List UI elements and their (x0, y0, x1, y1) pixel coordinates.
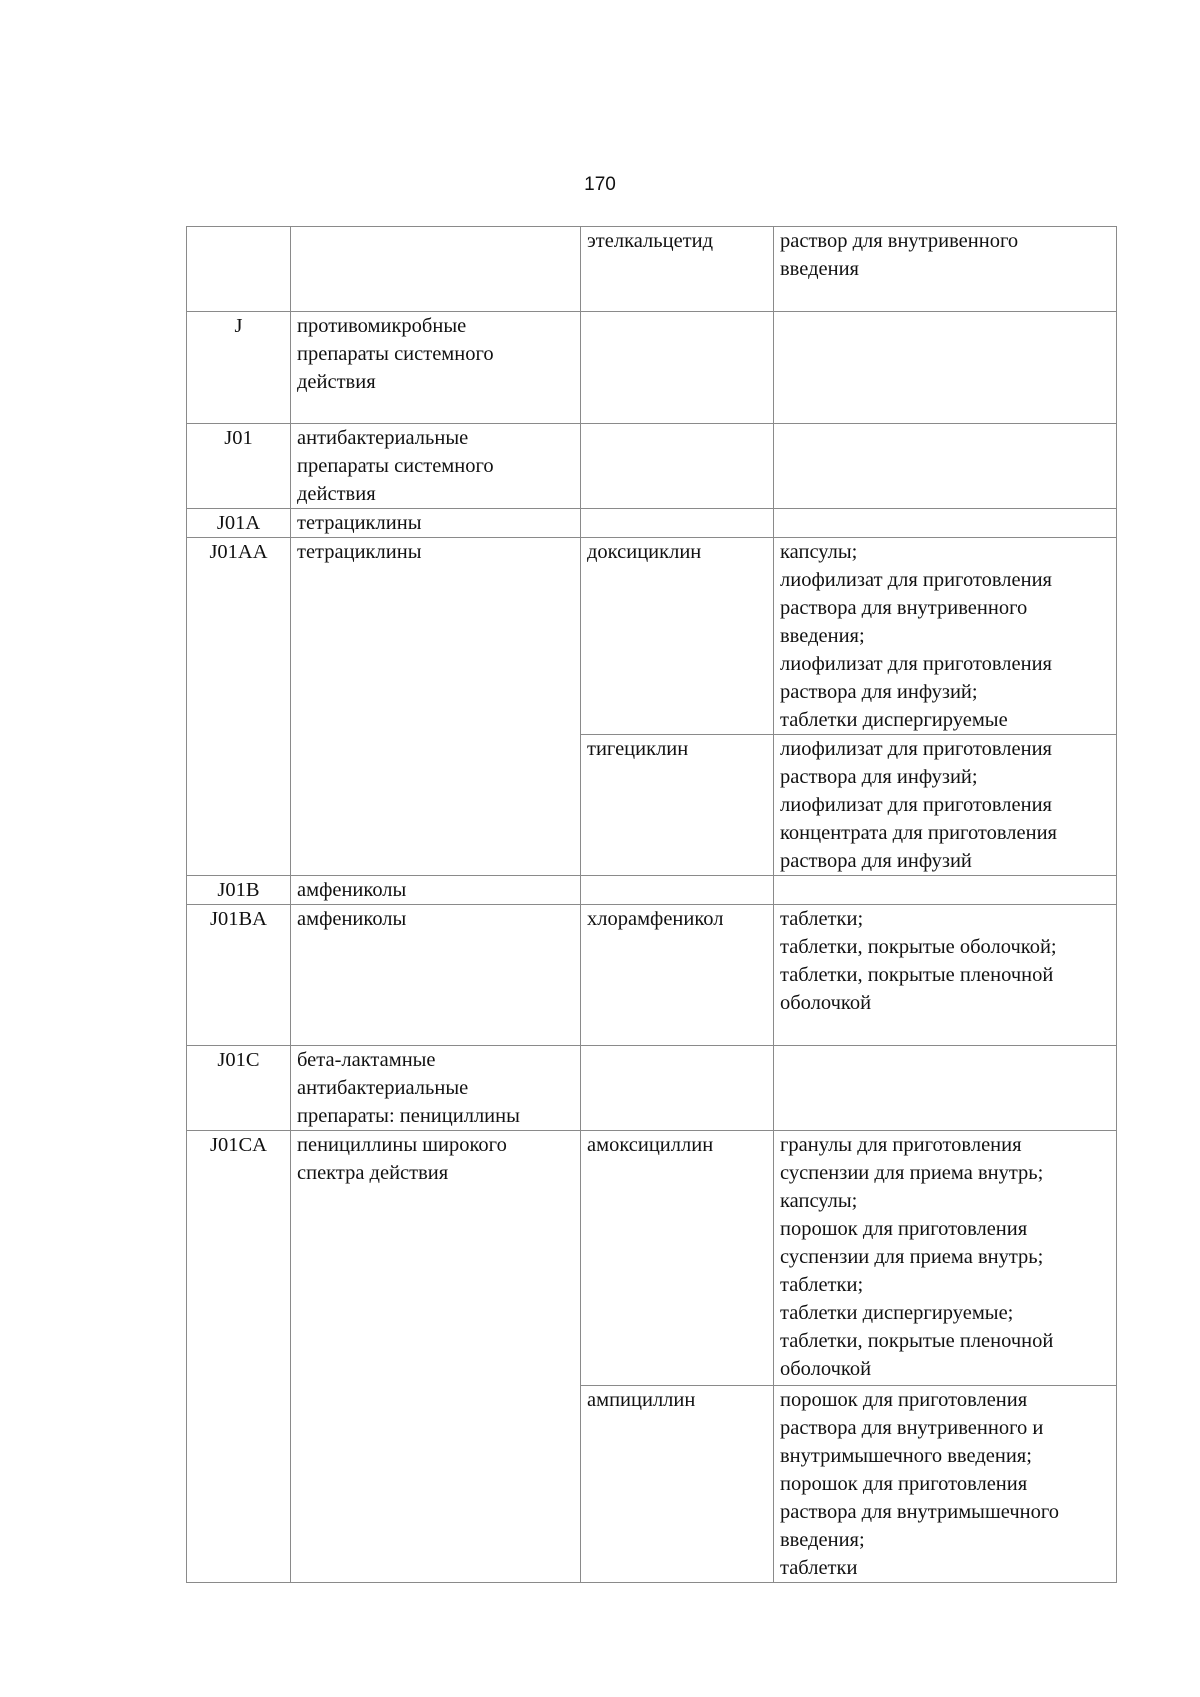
substance-cell (581, 509, 774, 538)
substance-cell: доксициклин (581, 538, 774, 735)
table-row (187, 424, 1117, 509)
dosage-forms-cell (774, 1046, 1117, 1131)
group-name-cell: амфениколы (291, 905, 581, 1046)
dosage-forms-cell: капсулы; лиофилизат для приготовления раствора для внутривенного введения; лиофилизат для приготовления раствора для инфузий; таблетки диспергируемые (774, 538, 1117, 735)
substance-cell (581, 876, 774, 905)
atc-code-cell: J01BA (187, 905, 291, 1046)
group-name-cell: тетрациклины (291, 538, 581, 876)
atc-code-cell: J01B (187, 876, 291, 905)
dosage-forms-cell (774, 424, 1117, 509)
substance-cell: хлорамфеникол (581, 905, 774, 1046)
group-name-cell: амфениколы (291, 876, 581, 905)
atc-code-cell: J01 (187, 424, 291, 509)
substance-cell: ампициллин (581, 1386, 774, 1583)
table-row (187, 876, 1117, 905)
page-number: 170 (584, 174, 616, 195)
dosage-forms-cell: гранулы для приготовления суспензии для приема внутрь; капсулы; порошок для приготовления суспензии для приема внутрь; таблетки; таблетки диспергируемые; таблетки, покрытые пленочной оболочкой (774, 1131, 1117, 1386)
atc-code-cell: J (187, 312, 291, 424)
atc-code-cell: J01A (187, 509, 291, 538)
group-name-cell: пенициллины широкого спектра действия (291, 1131, 581, 1583)
atc-code-cell: J01C (187, 1046, 291, 1131)
table-row (187, 905, 1117, 1046)
substance-cell (581, 312, 774, 424)
substance-cell (581, 1046, 774, 1131)
table-row (187, 312, 1117, 424)
dosage-forms-cell: таблетки; таблетки, покрытые оболочкой; таблетки, покрытые пленочной оболочкой (774, 905, 1117, 1046)
table-row (187, 227, 1117, 312)
table-row (187, 538, 1117, 735)
table-row (187, 509, 1117, 538)
substance-cell: тигециклин (581, 735, 774, 876)
dosage-forms-cell: порошок для приготовления раствора для внутривенного и внутримышечного введения; порошок для приготовления раствора для внутримышечного введения; таблетки (774, 1386, 1117, 1583)
group-name-cell: противомикробные препараты системного действия (291, 312, 581, 424)
dosage-forms-cell: лиофилизат для приготовления раствора для инфузий; лиофилизат для приготовления концентрата для приготовления раствора для инфузий (774, 735, 1117, 876)
group-name-cell: антибактериальные препараты системного действия (291, 424, 581, 509)
substance-cell: этелкальцетид (581, 227, 774, 312)
atc-code-cell (187, 227, 291, 312)
atc-code-cell: J01CA (187, 1131, 291, 1583)
atc-code-cell: J01AA (187, 538, 291, 876)
drug-classification-table (186, 226, 1117, 1583)
substance-cell (581, 424, 774, 509)
table-row (187, 1046, 1117, 1131)
group-name-cell: тетрациклины (291, 509, 581, 538)
group-name-cell (291, 227, 581, 312)
group-name-cell: бета-лактамные антибактериальные препараты: пенициллины (291, 1046, 581, 1131)
dosage-forms-cell: раствор для внутривенного введения (774, 227, 1117, 312)
dosage-forms-cell (774, 312, 1117, 424)
table-row (187, 1131, 1117, 1386)
substance-cell: амоксициллин (581, 1131, 774, 1386)
dosage-forms-cell (774, 876, 1117, 905)
dosage-forms-cell (774, 509, 1117, 538)
